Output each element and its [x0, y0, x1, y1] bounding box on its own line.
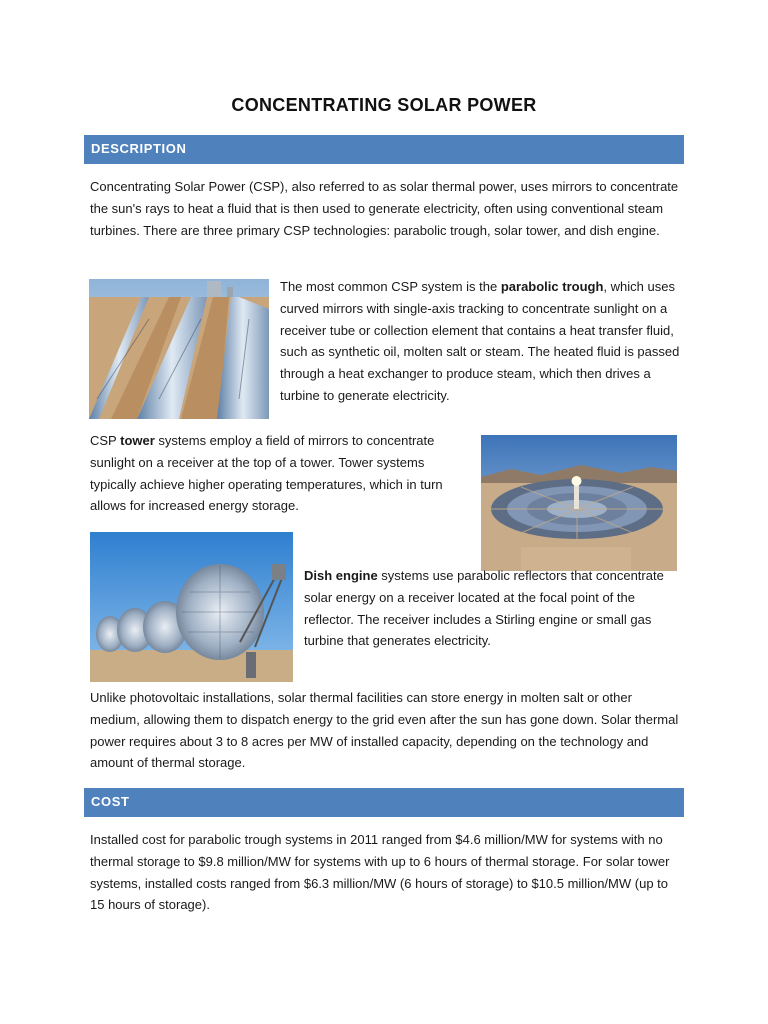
solar-tower-photo — [481, 435, 677, 571]
tower-text-post: systems employ a field of mirrors to concentrate sunlight on a receiver at the top of a tower. Tower systems typically achieve higher operating temperatures, which in turn allows for increased energy storage. — [90, 433, 443, 514]
parabolic-trough-paragraph — [280, 276, 680, 407]
trough-text-post: , which uses curved mirrors with single-axis tracking to concentrate sunlight on a receiver tube or collection element that contains a heat transfer fluid, such as synthetic oil, molten salt or steam. The heated fluid is passed through a heat exchanger to produce steam, which then drives a turbine to generate electricity. — [280, 279, 680, 403]
dish-engine-photo — [90, 532, 293, 682]
tower-term: tower — [120, 433, 155, 448]
section-heading-description: DESCRIPTION — [84, 135, 684, 164]
cost-paragraph: Installed cost for parabolic trough systems in 2011 ranged from $4.6 million/MW for systems with no thermal storage to $9.8 million/MW for systems with up to 6 hours of thermal storage. For solar tower systems, installed costs ranged from $6.3 million/MW (6 hours of storage) to $10.5 million/MW (up to 15 hours of storage). — [90, 832, 670, 913]
tower-paragraph — [90, 430, 470, 517]
page-title: CONCENTRATING SOLAR POWER — [231, 95, 537, 115]
trough-text-pre: The most common CSP system is the — [280, 279, 501, 294]
thermal-storage-paragraph: Unlike photovoltaic installations, solar thermal facilities can store energy in molten salt or other medium, allowing them to dispatch energy to the grid even after the sun has gone down. Solar thermal power requires about 3 to 8 acres per MW of installed capacity, depending on the technology and amount of thermal storage. — [90, 690, 679, 771]
dish-engine-term: Dish engine — [304, 568, 378, 583]
dish-engine-text: systems use parabolic reflectors that concentrate solar energy on a receiver located at the focal point of the reflector. The receiver includes a Stirling engine or small gas turbine that generates electricity. — [304, 568, 664, 649]
tower-text-pre: CSP — [90, 433, 121, 448]
description-intro: Concentrating Solar Power (CSP), also referred to as solar thermal power, uses mirrors to concentrate the sun's rays to heat a fluid that is then used to generate electricity, often using conventional steam turbines. There are three primary CSP technologies: parabolic trough, solar tower, and dish engine. — [90, 179, 679, 238]
trough-term: parabolic trough — [500, 279, 604, 294]
parabolic-trough-photo — [89, 279, 269, 419]
dish-engine-paragraph — [304, 565, 684, 652]
section-heading-cost: COST — [84, 788, 684, 817]
